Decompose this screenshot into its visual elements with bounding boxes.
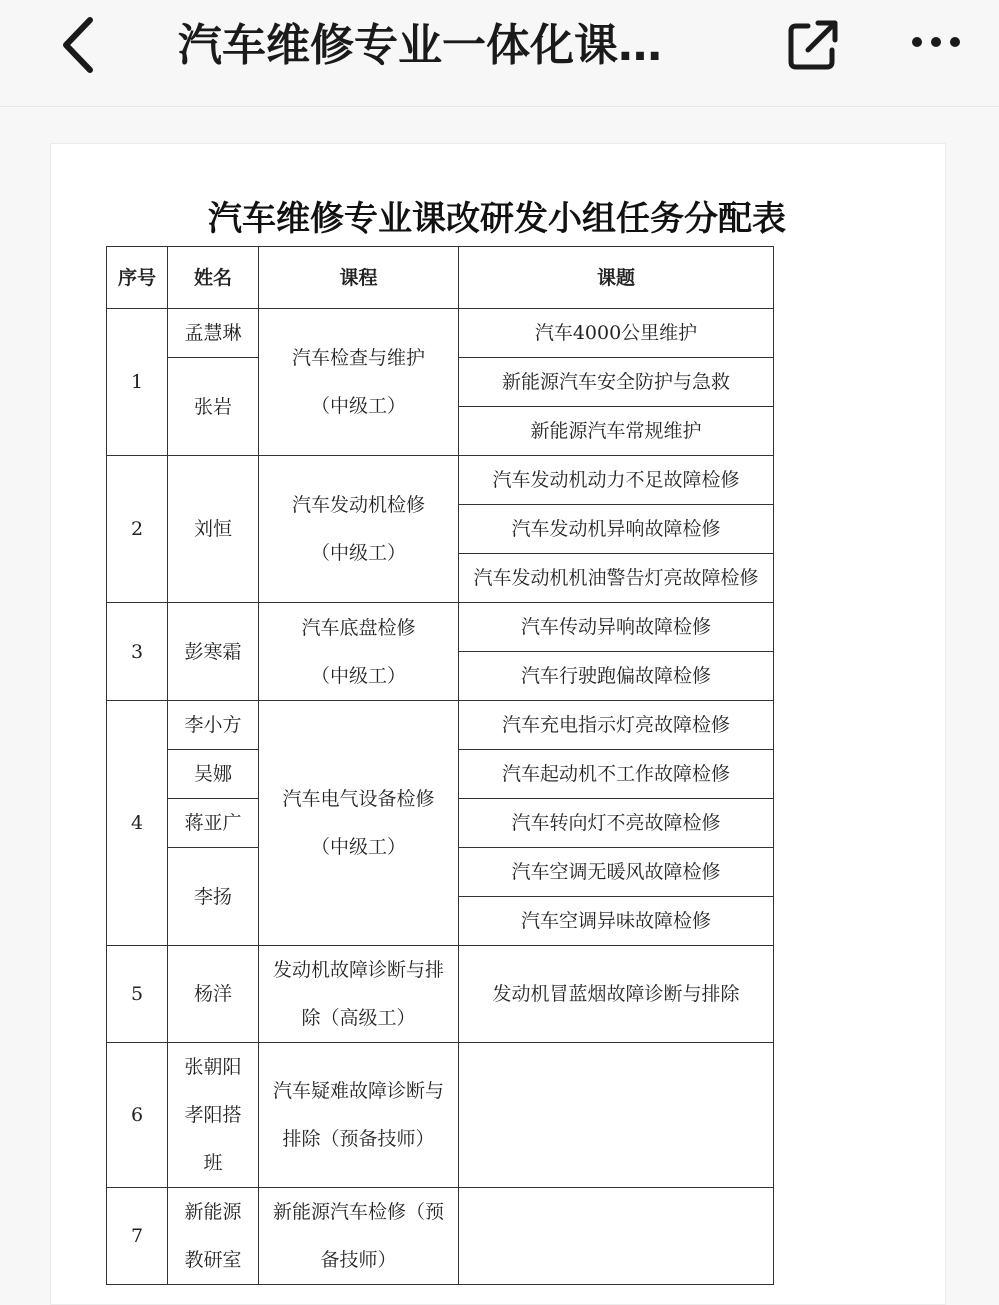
table-row [107, 946, 774, 1043]
course-line: 汽车底盘检修 [301, 616, 416, 639]
topic-cell: 汽车转向灯不亮故障检修 [459, 799, 774, 848]
share-button[interactable] [784, 16, 842, 74]
member-name: 彭寒霜 [168, 603, 259, 701]
group-number: 5 [107, 946, 168, 1043]
course-cell [259, 701, 459, 946]
topic-cell [459, 1043, 774, 1188]
table-row [107, 1043, 774, 1188]
table-row [107, 456, 774, 505]
member-name: 班 [203, 1152, 223, 1174]
member-name: 孟慧琳 [168, 309, 259, 358]
topic-cell: 发动机冒蓝烟故障诊断与排除 [459, 946, 774, 1043]
course-line: 汽车电气设备检修 [282, 788, 435, 810]
course-line: 排除（预备技师） [282, 1128, 435, 1150]
course-line: （中级工） [310, 664, 406, 687]
member-name: 蒋亚广 [168, 799, 259, 848]
group-number: 1 [107, 309, 168, 456]
task-table [106, 246, 774, 1285]
course-line: （中级工） [310, 542, 406, 564]
course-cell [259, 1188, 459, 1285]
column-header-name: 姓名 [168, 247, 259, 309]
topic-cell: 汽车4000公里维护 [459, 309, 774, 358]
course-cell [259, 603, 459, 701]
course-line: 发动机故障诊断与排 [272, 959, 444, 981]
table-row [107, 309, 774, 358]
member-name: 吴娜 [168, 750, 259, 799]
topic-cell: 汽车空调异味故障检修 [459, 897, 774, 946]
group-number: 3 [107, 603, 168, 701]
topic-cell: 新能源汽车安全防护与急救 [459, 358, 774, 407]
topic-cell: 汽车空调无暖风故障检修 [459, 848, 774, 897]
more-horizontal-icon [912, 37, 922, 47]
course-line: 除（高级工） [301, 1007, 416, 1029]
course-cell [259, 309, 459, 456]
topic-cell: 汽车行驶跑偏故障检修 [459, 652, 774, 701]
course-cell [259, 1043, 459, 1188]
course-cell [259, 456, 459, 603]
member-name: 孝阳搭 [184, 1104, 242, 1126]
top-bar [0, 0, 999, 107]
column-header-topic: 课题 [459, 247, 774, 309]
table-row [107, 1188, 774, 1285]
topic-cell: 汽车充电指示灯亮故障检修 [459, 701, 774, 750]
document-title: 汽车维修专业课改研发小组任务分配表 [208, 199, 786, 239]
group-number: 6 [107, 1043, 168, 1188]
chevron-left-icon [52, 14, 108, 76]
topic-cell: 新能源汽车常规维护 [459, 407, 774, 456]
member-name-cell [168, 1188, 259, 1285]
member-name: 教研室 [184, 1249, 242, 1271]
course-line: （中级工） [310, 836, 406, 858]
course-line: 汽车疑难故障诊断与 [272, 1080, 444, 1102]
topic-cell: 汽车发动机机油警告灯亮故障检修 [459, 554, 774, 603]
member-name: 新能源 [184, 1201, 242, 1223]
back-button[interactable] [52, 14, 108, 76]
course-line: （中级工） [310, 395, 406, 417]
group-number: 4 [107, 701, 168, 946]
more-button[interactable] [904, 24, 968, 64]
group-number: 2 [107, 456, 168, 603]
topic-cell [459, 1188, 774, 1285]
more-horizontal-icon [931, 37, 941, 47]
member-name: 李扬 [168, 848, 259, 946]
course-cell [259, 946, 459, 1043]
topic-cell: 汽车起动机不工作故障检修 [459, 750, 774, 799]
share-icon [784, 16, 842, 74]
course-line: 汽车发动机检修 [291, 494, 425, 516]
member-name: 张岩 [168, 358, 259, 456]
topic-cell: 汽车发动机异响故障检修 [459, 505, 774, 554]
course-line: 新能源汽车检修（预 [272, 1201, 444, 1223]
course-line: 备技师） [320, 1249, 397, 1271]
course-line: 汽车检查与维护 [291, 347, 425, 369]
member-name: 杨洋 [168, 946, 259, 1043]
page-title: 汽车维修专业一体化课… [178, 20, 662, 71]
member-name-cell [168, 1043, 259, 1188]
member-name: 刘恒 [168, 456, 259, 603]
more-horizontal-icon [950, 37, 960, 47]
topic-cell: 汽车传动异响故障检修 [459, 603, 774, 652]
member-name: 李小方 [168, 701, 259, 750]
group-number: 7 [107, 1188, 168, 1285]
table-row [107, 603, 774, 652]
column-header-no: 序号 [107, 247, 168, 309]
table-header-row [107, 247, 774, 309]
column-header-course: 课程 [259, 247, 459, 309]
topic-cell: 汽车发动机动力不足故障检修 [459, 456, 774, 505]
table-row [107, 701, 774, 750]
member-name: 张朝阳 [184, 1056, 242, 1078]
